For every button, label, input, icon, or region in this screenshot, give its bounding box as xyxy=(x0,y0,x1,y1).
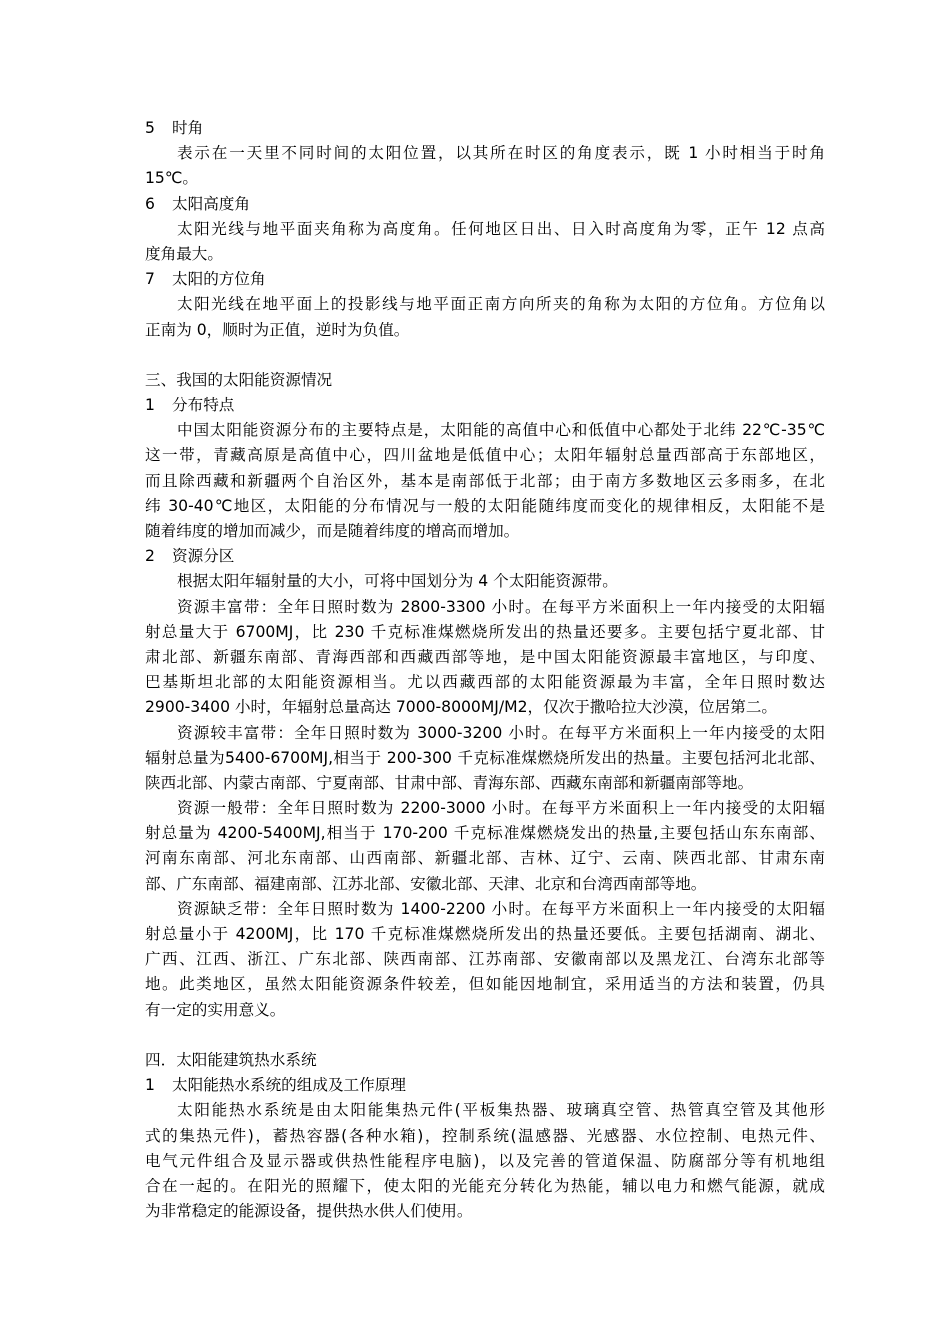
paragraph-line: 太阳能热水系统是由太阳能集热元件(平板集热器、玻璃真空管、热管真空管及其他形 xyxy=(177,1101,825,1120)
document-body xyxy=(145,116,825,1224)
paragraph-line: 部、广东南部、福建南部、江苏北部、安徽北部、天津、北京和台湾西南部等地。 xyxy=(145,874,707,893)
paragraph-line: 表示在一天里不同时间的太阳位置，以其所在时区的角度表示，既 1 小时相当于时角 xyxy=(177,144,825,163)
paragraph-line: 正南为 0，顺时为正值，逆时为负值。 xyxy=(145,320,410,339)
subsection-heading xyxy=(145,192,825,217)
paragraph-line: 肃北部、新疆东南部、青海西部和西藏西部等地，是中国太阳能资源最丰富地区，与印度、 xyxy=(145,647,825,666)
subsection-title: 太阳的方位角 xyxy=(172,270,266,289)
paragraph xyxy=(145,796,825,897)
subsection-title: 太阳能热水系统的组成及工作原理 xyxy=(172,1076,406,1095)
subsection-number: 2 xyxy=(145,547,155,566)
paragraph-line: 射总量为 4200-5400MJ,相当于 170-200 千克标准煤燃烧发出的热量,主要包括山东东南部、 xyxy=(145,824,825,843)
paragraph xyxy=(145,595,825,721)
subsection-number: 6 xyxy=(145,194,155,213)
paragraph-line: 资源丰富带：全年日照时数为 2800-3300 小时。在每平方米面积上一年内接受的太阳辐 xyxy=(177,597,825,616)
paragraph xyxy=(145,217,825,267)
paragraph-line: 巴基斯坦北部的太阳能资源相当。尤以西藏西部的太阳能资源最为丰富，全年日照时数达 xyxy=(145,673,825,692)
paragraph-line: 电气元件组合及显示器或供热性能程序电脑)，以及完善的管道保温、防腐部分等有机地组 xyxy=(145,1151,825,1170)
paragraph-line: 射总量大于 6700MJ，比 230 千克标准煤燃烧所发出的热量还要多。主要包括宁夏北部、甘 xyxy=(145,622,825,641)
paragraph-line: 2900-3400 小时，年辐射总量高达 7000-8000MJ/M2，仅次于撒哈拉大沙漠，位居第二。 xyxy=(145,698,778,717)
subsection-title: 资源分区 xyxy=(172,547,235,566)
section-heading: 四．太阳能建筑热水系统 xyxy=(145,1050,317,1069)
paragraph-line: 度角最大。 xyxy=(145,244,223,263)
paragraph-line: 射总量小于 4200MJ，比 170 千克标准煤燃烧所发出的热量还要低。主要包括湖南、湖北、 xyxy=(145,925,825,943)
paragraph-line: 有一定的实用意义。 xyxy=(145,1000,286,1019)
paragraph xyxy=(145,141,825,191)
paragraph-line: 中国太阳能资源分布的主要特点是，太阳能的高值中心和低值中心都处于北纬 22℃-35℃ xyxy=(177,421,825,440)
paragraph-line: 广西、江西、浙江、广东北部、陕西南部、江苏南部、安徽南部以及黑龙江、台湾东北部等 xyxy=(145,950,825,969)
paragraph-line: 为非常稳定的能源设备，提供热水供人们使用。 xyxy=(145,1202,473,1221)
subsection-heading xyxy=(145,393,825,418)
paragraph-spacer xyxy=(145,1023,825,1048)
subsection-title: 时角 xyxy=(172,119,204,137)
paragraph-line: 资源缺乏带：全年日照时数为 1400-2200 小时。在每平方米面积上一年内接受的太阳辐 xyxy=(177,899,825,918)
paragraph xyxy=(145,897,825,1023)
paragraph-line: 地。此类地区，虽然太阳能资源条件较差，但如能因地制宜，采用适当的方法和装置，仍具 xyxy=(145,975,825,994)
subsection-heading xyxy=(145,116,825,141)
subsection-number: 7 xyxy=(145,270,155,289)
paragraph-line: 15℃。 xyxy=(145,169,198,188)
subsection-number: 1 xyxy=(145,396,155,415)
paragraph-line: 资源一般带：全年日照时数为 2200-3000 小时。在每平方米面积上一年内接受的太阳辐 xyxy=(177,799,825,818)
paragraph-line: 太阳光线与地平面夹角称为高度角。任何地区日出、日入时高度角为零，正午 12 点高 xyxy=(177,219,825,238)
paragraph xyxy=(145,569,825,594)
paragraph-line: 河南东南部、河北东南部、山西南部、新疆北部、吉林、辽宁、云南、陕西北部、甘肃东南 xyxy=(145,849,825,868)
paragraph-line: 式的集热元件)，蓄热容器(各种水箱)，控制系统(温感器、光感器、水位控制、电热元件、 xyxy=(145,1126,825,1145)
paragraph-line: 这一带，青藏高原是高值中心，四川盆地是低值中心；太阳年辐射总量西部高于东部地区， xyxy=(145,446,825,465)
paragraph-line: 太阳光线在地平面上的投影线与地平面正南方向所夹的角称为太阳的方位角。方位角以 xyxy=(177,295,825,314)
paragraph xyxy=(145,292,825,342)
paragraph-line: 陕西北部、内蒙古南部、宁夏南部、甘肃中部、青海东部、西藏东南部和新疆南部等地。 xyxy=(145,773,754,792)
subsection-number: 5 xyxy=(145,119,155,137)
paragraph xyxy=(145,418,825,544)
subsection-number: 1 xyxy=(145,1076,155,1095)
paragraph-line: 资源较丰富带：全年日照时数为 3000-3200 小时。在每平方米面积上一年内接受的太阳 xyxy=(177,723,825,742)
paragraph-line: 纬 30-40℃地区，太阳能的分布情况与一般的太阳能随纬度而变化的规律相反，太阳能不是 xyxy=(145,496,825,515)
paragraph-spacer xyxy=(145,343,825,368)
paragraph-line: 根据太阳年辐射量的大小，可将中国划分为 4 个太阳能资源带。 xyxy=(177,572,618,591)
subsection-heading xyxy=(145,1073,825,1098)
subsection-heading xyxy=(145,267,825,292)
section-heading: 三、我国的太阳能资源情况 xyxy=(145,370,333,389)
paragraph-line: 随着纬度的增加而减少，而是随着纬度的增高而增加。 xyxy=(145,522,520,540)
paragraph-line: 辐射总量为5400-6700MJ,相当于 200-300 千克标准煤燃烧所发出的热量。主要包括河北北部、 xyxy=(145,748,825,767)
paragraph xyxy=(145,721,825,797)
subsection-heading xyxy=(145,544,825,569)
paragraph-line: 合在一起的。在阳光的照耀下，使太阳的光能充分转化为热能，辅以电力和燃气能源，就成 xyxy=(145,1176,825,1195)
paragraph-line: 而且除西藏和新疆两个自治区外，基本是南部低于北部；由于南方多数地区云多雨多，在北 xyxy=(145,471,825,490)
subsection-title: 分布特点 xyxy=(172,396,235,415)
subsection-title: 太阳高度角 xyxy=(172,194,250,213)
paragraph xyxy=(145,1098,825,1224)
